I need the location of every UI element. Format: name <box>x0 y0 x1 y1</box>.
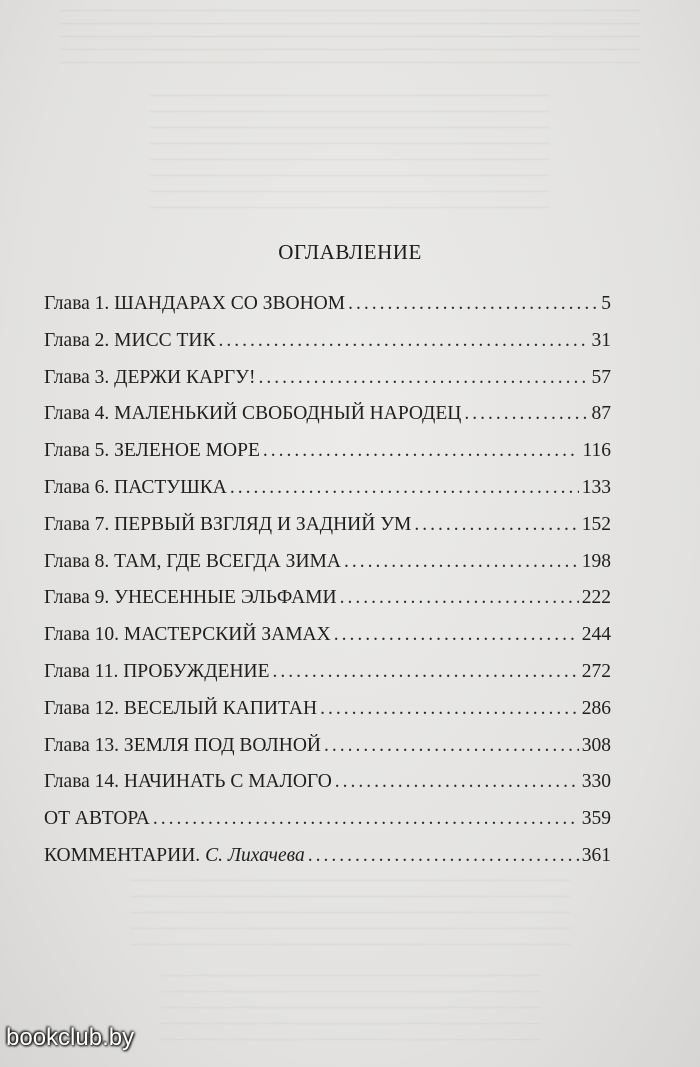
toc-entry-page-number: 133 <box>581 476 611 498</box>
toc-entry-label <box>44 551 341 573</box>
toc-entry-title: Глава 11. ПРОБУЖДЕНИЕ <box>44 660 270 682</box>
toc-entry-label <box>44 587 337 609</box>
toc-entry-title: Глава 12. ВЕСЕЛЫЙ КАПИТАН <box>44 697 318 719</box>
toc-entry-title: Глава 2. МИСС ТИК <box>44 329 216 351</box>
dot-leader <box>320 698 579 720</box>
toc-entry-label <box>44 771 332 793</box>
toc-entry <box>44 367 611 404</box>
dot-leader <box>344 551 579 573</box>
toc-entry-title: КОММЕНТАРИИ. <box>44 844 201 866</box>
toc-entry <box>44 735 611 772</box>
toc-entry-title: Глава 5. ЗЕЛЕНОЕ МОРЕ <box>44 440 260 462</box>
toc-entry-page-number: 286 <box>581 697 611 719</box>
watermark: bookclub.by <box>6 1024 135 1051</box>
toc-entry-page-number: 308 <box>581 734 611 756</box>
dot-leader <box>230 477 579 499</box>
toc-entry-page-number: 244 <box>581 624 611 646</box>
toc-entry <box>44 514 611 551</box>
toc-entry <box>44 771 611 808</box>
dot-leader <box>464 403 588 425</box>
toc-entry-title: Глава 6. ПАСТУШКА <box>44 476 227 498</box>
toc-entry-title: Глава 14. НАЧИНАТЬ С МАЛОГО <box>44 771 332 793</box>
toc-entry-title: Глава 1. ШАНДАРАХ СО ЗВОНОМ <box>44 293 346 314</box>
toc-entry-label <box>44 477 227 499</box>
toc-entry-page-number: 31 <box>591 329 611 351</box>
toc-entry-title: Глава 4. МАЛЕНЬКИЙ СВОБОДНЫЙ НАРОДЕЦ <box>44 403 462 425</box>
toc-entry-title: Глава 8. ТАМ, ГДЕ ВСЕГДА ЗИМА <box>44 550 341 572</box>
toc-entry-label <box>44 845 305 867</box>
toc-entry-label <box>44 698 317 720</box>
toc-entry-label <box>44 661 270 683</box>
toc-entry <box>44 330 611 367</box>
toc-entry-title: ОТ АВТОРА <box>44 808 150 830</box>
toc-title: ОГЛАВЛЕНИЕ <box>278 240 422 264</box>
dot-leader <box>414 514 578 536</box>
toc-entry-page-number: 330 <box>581 771 611 793</box>
toc-entry-label <box>44 330 215 352</box>
toc-entry-page-number: 87 <box>591 403 611 425</box>
dot-leader <box>263 440 580 462</box>
toc-entry <box>44 477 611 514</box>
dot-leader <box>335 771 579 793</box>
toc-entry-page-number: 116 <box>582 440 611 462</box>
dot-leader <box>348 293 598 315</box>
show-through-block <box>130 880 570 960</box>
dot-leader <box>258 367 588 389</box>
toc-entry-title: Глава 3. ДЕРЖИ КАРГУ! <box>44 366 256 388</box>
toc-entry-label <box>44 403 461 425</box>
toc-entry-label <box>44 624 331 646</box>
dot-leader <box>308 845 579 867</box>
toc-entry-label <box>44 514 411 536</box>
toc-entry-author: С. Лихачева <box>205 844 305 866</box>
toc-entry <box>44 551 611 588</box>
toc-entry <box>44 661 611 698</box>
toc-entry <box>44 293 611 330</box>
toc-entry-page-number: 359 <box>581 808 611 830</box>
dot-leader <box>273 661 579 683</box>
toc-entry-page-number: 5 <box>601 293 611 314</box>
toc-entry-page-number: 361 <box>581 844 611 866</box>
show-through-block <box>60 10 640 70</box>
dot-leader <box>334 624 579 646</box>
toc-entry-title: Глава 10. МАСТЕРСКИЙ ЗАМАХ <box>44 624 331 646</box>
show-through-block <box>150 95 550 210</box>
toc-entry <box>44 845 611 882</box>
toc-entry-page-number: 272 <box>581 660 611 682</box>
dot-leader <box>340 587 579 609</box>
toc-entry-page-number: 198 <box>581 550 611 572</box>
toc-entry <box>44 698 611 735</box>
toc-entry <box>44 440 611 477</box>
toc-entry-label <box>44 735 321 757</box>
dot-leader <box>153 808 579 830</box>
toc-entry <box>44 403 611 440</box>
dot-leader <box>218 330 588 352</box>
toc-entry-title: Глава 7. ПЕРВЫЙ ВЗГЛЯД И ЗАДНИЙ УМ <box>44 513 412 535</box>
toc-entry <box>44 808 611 845</box>
toc-entry-label <box>44 293 345 315</box>
toc-entry <box>44 624 611 661</box>
toc-entry-page-number: 57 <box>591 366 611 388</box>
toc-entry-label <box>44 808 150 830</box>
show-through-block <box>160 975 540 1055</box>
dot-leader <box>324 735 579 757</box>
toc-entry-label <box>44 440 260 462</box>
toc-entry-title: Глава 9. УНЕСЕННЫЕ ЭЛЬФАМИ <box>44 587 337 609</box>
toc-entry <box>44 587 611 624</box>
toc-entry-page-number: 222 <box>581 587 611 609</box>
toc-entry-title: Глава 13. ЗЕМЛЯ ПОД ВОЛНОЙ <box>44 734 322 756</box>
toc-entry-page-number: 152 <box>581 513 611 535</box>
table-of-contents <box>44 293 611 882</box>
toc-entry-label <box>44 367 255 389</box>
